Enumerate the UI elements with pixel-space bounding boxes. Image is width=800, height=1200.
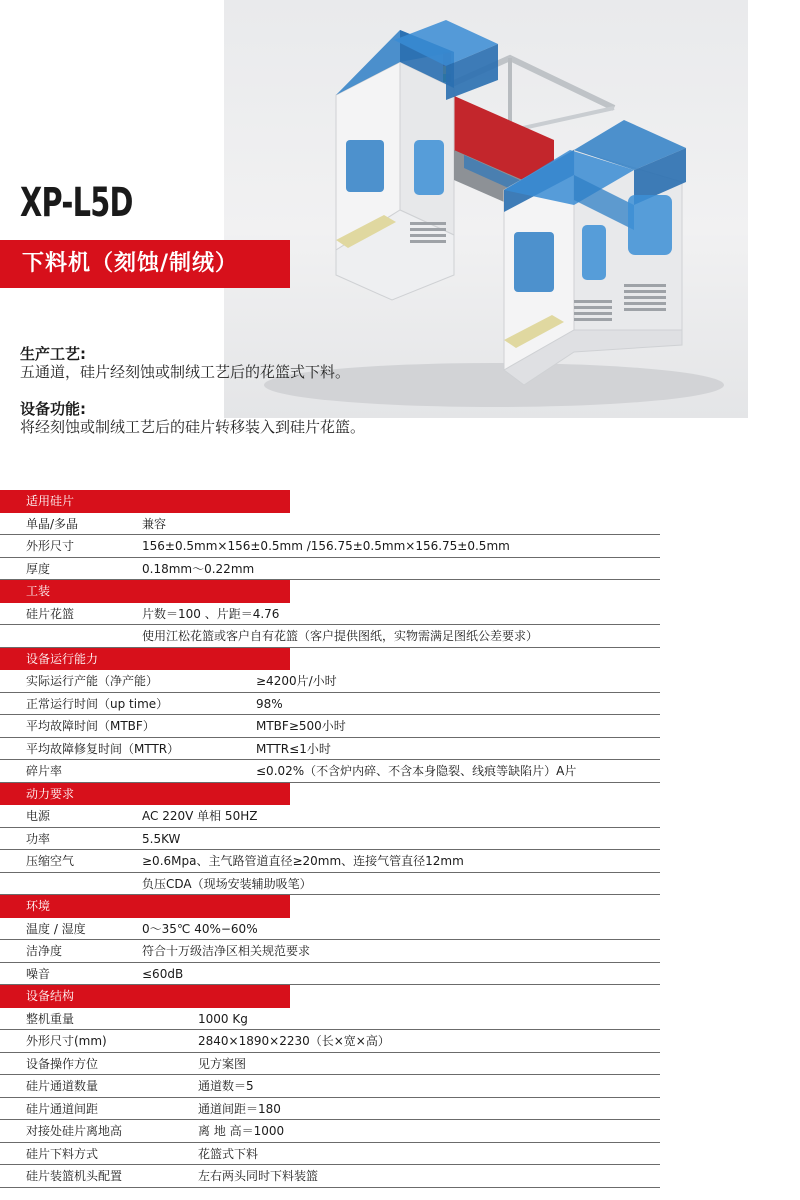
spec-value: 2840×1890×2230（长×宽×高） [198, 1034, 390, 1048]
spec-value: 通道数＝5 [198, 1079, 254, 1093]
spec-row [0, 1120, 660, 1143]
spec-row [0, 1098, 660, 1121]
function-text: 将经刻蚀或制绒工艺后的硅片转移装入到硅片花篮。 [20, 418, 366, 436]
spec-key: 单晶/多晶 [26, 516, 79, 531]
spec-value: 离 地 高＝1000 [198, 1124, 285, 1138]
spec-key: 厚度 [26, 561, 51, 576]
machine-image [224, 0, 748, 418]
spec-value: AC 220V 单相 50HZ [142, 809, 258, 823]
spec-row [0, 535, 660, 558]
spec-row [0, 963, 660, 986]
spec-value: 通道间距＝180 [198, 1101, 281, 1116]
spec-value: MTBF≥500小时 [256, 719, 346, 733]
spec-value: 5.5KW [142, 831, 181, 846]
spec-row [0, 850, 660, 873]
process-text: 五通道，硅片经刻蚀或制绒工艺后的花篮式下料。 [20, 363, 351, 381]
product-title: 下料机（刻蚀/制绒） [0, 240, 290, 288]
spec-category-header: 设备结构 [0, 985, 290, 1008]
spec-table [0, 490, 660, 1188]
spec-value: 0.18mm～0.22mm [142, 561, 255, 576]
spec-value: 负压CDA（现场安装辅助吸笔） [142, 876, 312, 891]
machine-illustration [224, 0, 748, 418]
spec-category-header: 工装 [0, 580, 290, 603]
spec-row [0, 918, 660, 941]
spec-value: ≥0.6Mpa、主气路管道直径≥20mm、连接气管直径12mm [142, 854, 464, 868]
spec-row [0, 693, 660, 716]
spec-value: ≤0.02%（不含炉内碎、不含本身隐裂、线痕等缺陷片）A片 [256, 764, 577, 778]
function-label: 设备功能: [20, 400, 86, 418]
spec-category-header: 适用硅片 [0, 490, 290, 513]
spec-key: 设备操作方位 [26, 1056, 99, 1071]
spec-category-header: 环境 [0, 895, 290, 918]
spec-category-header: 设备运行能力 [0, 648, 290, 671]
spec-value: 使用江松花篮或客户自有花篮（客户提供图纸，实物需满足图纸公差要求） [142, 629, 539, 643]
spec-value: ≤60dB [142, 966, 184, 981]
model-number: XP-L5D [20, 180, 133, 226]
spec-value: 左右两头同时下料装篮 [198, 1169, 319, 1183]
spec-key: 硅片装篮机头配置 [26, 1169, 123, 1183]
spec-category-header: 动力要求 [0, 783, 290, 806]
spec-key: 外形尺寸(mm) [26, 1034, 107, 1048]
spec-value: 兼容 [142, 516, 167, 531]
spec-key: 电源 [26, 809, 51, 823]
spec-row [0, 1008, 660, 1031]
spec-row [0, 558, 660, 581]
spec-row [0, 1075, 660, 1098]
spec-key: 外形尺寸 [26, 539, 75, 553]
spec-row [0, 513, 660, 536]
spec-key: 实际运行产能（净产能） [26, 674, 159, 688]
spec-value: 符合十万级洁净区相关规范要求 [142, 944, 311, 958]
spec-value: 98% [256, 696, 283, 711]
spec-key: 平均故障修复时间（MTTR） [26, 741, 180, 756]
spec-key: 整机重量 [26, 1011, 75, 1026]
spec-key: 洁净度 [26, 944, 63, 958]
process-label: 生产工艺: [20, 345, 86, 363]
spec-value: MTTR≤1小时 [256, 741, 331, 756]
spec-key: 硅片通道数量 [26, 1079, 99, 1093]
spec-row [0, 1165, 660, 1188]
spec-value: 1000 Kg [198, 1011, 248, 1026]
spec-key: 硅片花篮 [26, 606, 75, 621]
spec-key: 平均故障时间（MTBF） [26, 719, 155, 733]
spec-row [0, 1030, 660, 1053]
spec-row [0, 603, 660, 626]
spec-value: 0～35℃ 40%−60% [142, 921, 258, 936]
spec-row [0, 625, 660, 648]
spec-key: 正常运行时间（up time） [26, 696, 169, 711]
spec-key: 压缩空气 [26, 854, 75, 868]
spec-row [0, 760, 660, 783]
spec-value: ≥4200片/小时 [256, 674, 337, 688]
spec-value: 片数＝100 、片距＝4.76 [142, 606, 280, 621]
spec-key: 对接处硅片离地高 [26, 1124, 123, 1138]
spec-row [0, 670, 660, 693]
spec-row [0, 805, 660, 828]
spec-row [0, 1053, 660, 1076]
spec-key: 硅片通道间距 [26, 1101, 99, 1116]
spec-key: 碎片率 [26, 764, 63, 778]
spec-row [0, 940, 660, 963]
spec-key: 硅片下料方式 [26, 1146, 99, 1161]
spec-row [0, 828, 660, 851]
spec-row [0, 738, 660, 761]
spec-row [0, 715, 660, 738]
spec-key: 噪音 [26, 966, 51, 981]
spec-key: 温度 / 湿度 [26, 921, 86, 936]
spec-key: 功率 [26, 831, 51, 846]
spec-value: 见方案图 [198, 1056, 247, 1071]
spec-row [0, 873, 660, 896]
spec-value: 156±0.5mm×156±0.5mm /156.75±0.5mm×156.75±0.5mm [142, 539, 510, 553]
spec-row [0, 1143, 660, 1166]
spec-value: 花篮式下料 [198, 1146, 259, 1161]
